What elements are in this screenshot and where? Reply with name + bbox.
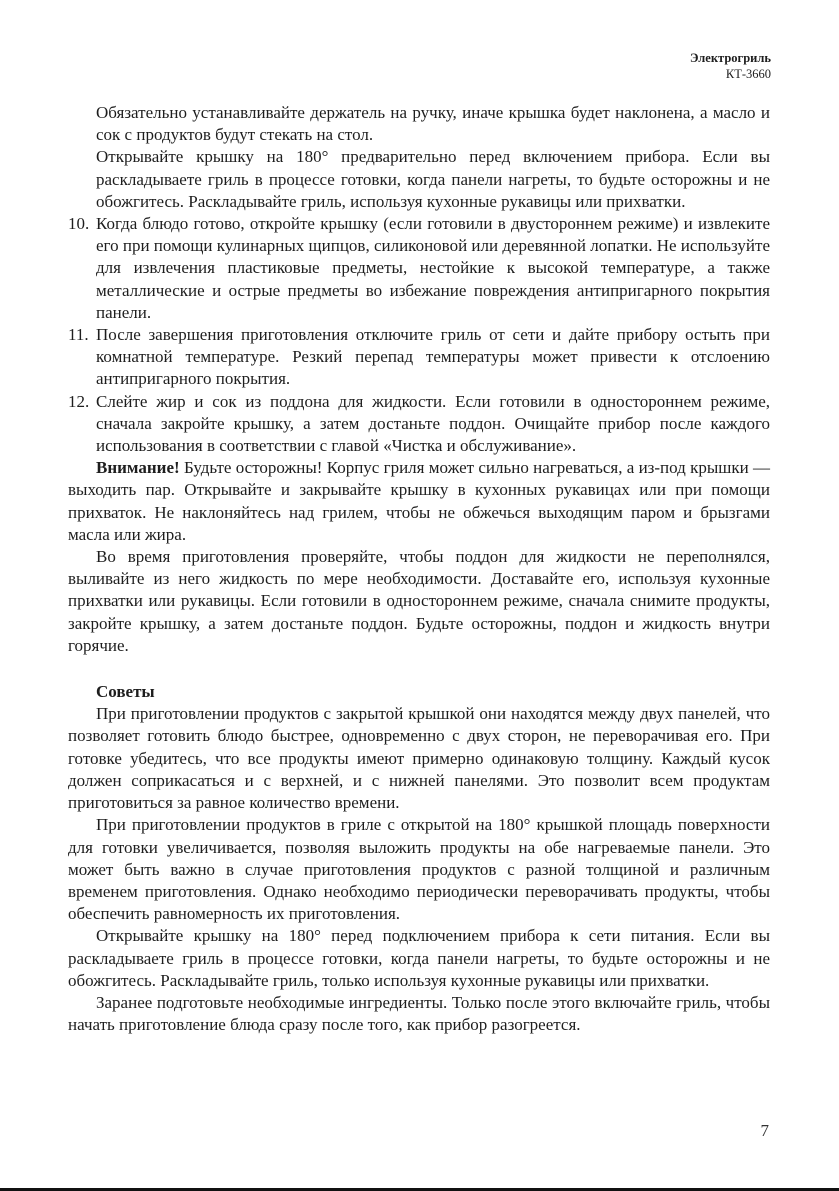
intro-block [68,102,770,213]
page-number: 7 [760,1121,769,1140]
page-content [68,102,770,1036]
step-item [68,324,770,391]
tips-paragraph: Открывайте крышку на 180° перед подключением прибора к сети питания. Если вы раскладываете гриль в процессе готовки, когда панели нагреты, то будьте осторожны и не обожгитесь. Раскладывайте гриль, только используя кухонные рукавицы или прихватки. [68,926,770,990]
step-item [68,391,770,458]
header-model-number: КТ-3660 [725,67,771,81]
step-text: Слейте жир и сок из поддона для жидкости. Если готовили в одностороннем режиме, сначала закройте крышку, а затем достаньте поддон. Очищайте прибор после каждого использования в соответствии с главой «Чистка и обслуживание». [96,391,770,456]
step-item [68,213,770,324]
step-number: 11. [68,325,89,345]
warning-text: Будьте осторожны! Корпус гриля может сильно нагреваться, а из-под крышки — выходить пар. Открывайте и закрывайте крышку в кухонных рукавицах или при помощи прихваток. Не наклоняйтесь над грилем, чтобы не обжечься выходящим паром и брызгами масла или жира. [68,458,770,544]
intro-paragraph: Обязательно устанавливайте держатель на ручку, иначе крышка будет наклонена, а масло и сок с продуктов будут стекать на стол. [96,103,770,145]
step-text: После завершения приготовления отключите гриль от сети и дайте прибору остыть при комнатной температуре. Резкий перепад температуры может привести к отслоению антипригарного покрытия. [96,325,770,389]
header-product-name: Электрогриль [689,51,771,65]
tips-heading: Советы [96,682,155,702]
tray-note-paragraph: Во время приготовления проверяйте, чтобы поддон для жидкости не переполнялся, выливайте из него жидкость по мере необходимости. Доставайте его, используя кухонные прихватки или рукавицы. Если готовили в одностороннем режиме, сначала снимите продукты, закройте крышку, а затем достаньте поддон. Будьте осторожны, поддон и жидкость внутри горячие. [68,547,770,655]
step-number: 12. [68,391,90,411]
warning-paragraph [68,457,770,546]
intro-paragraph: Открывайте крышку на 180° предварительно перед включением прибора. Если вы раскладываете гриль в процессе готовки, когда панели нагреты, то будьте осторожны и не обожгитесь. Раскладывайте гриль, используя кухонные рукавицы или прихватки. [96,147,770,211]
tips-paragraph: Заранее подготовьте необходимые ингредиенты. Только после этого включайте гриль, чтобы начать приготовление блюда сразу после того, как прибор разогреется. [68,992,770,1035]
warning-label: Внимание! [96,458,180,478]
tips-paragraph: При приготовлении продуктов в гриле с открытой на 180° крышкой площадь поверхности для готовки увеличивается, позволяя выложить продукты на обе нагреваемые панели. Это может быть важно в случае приготовления продуктов с разной толщиной и различным временем приготовления. Однако необходимо периодически переворачивать продукты, чтобы обеспечить равномерность их приготовления. [68,815,770,924]
step-text: Когда блюдо готово, откройте крышку (если готовили в двустороннем режиме) и извлеките его при помощи кулинарных щипцов, силиконовой или деревянной лопатки. Не используйте для извлечения пластиковые предметы, нестойкие к высокой температуре, а также металлические и острые предметы во избежание повреждения антипригарного покрытия панели. [96,214,770,322]
section-spacer [68,657,770,681]
step-number: 10. [68,214,90,234]
page-header [690,50,771,82]
tips-paragraph: При приготовлении продуктов с закрытой крышкой они находятся между двух панелей, что позволяет готовить блюдо быстрее, одновременно с двух сторон, не переворачивая его. При готовке убедитесь, что все продукты имеют примерно одинаковую толщину. Каждый кусок должен соприкасаться и с верхней, и с нижней панелями. Это позволит всем продуктам приготовиться за равное количество времени. [68,704,770,813]
